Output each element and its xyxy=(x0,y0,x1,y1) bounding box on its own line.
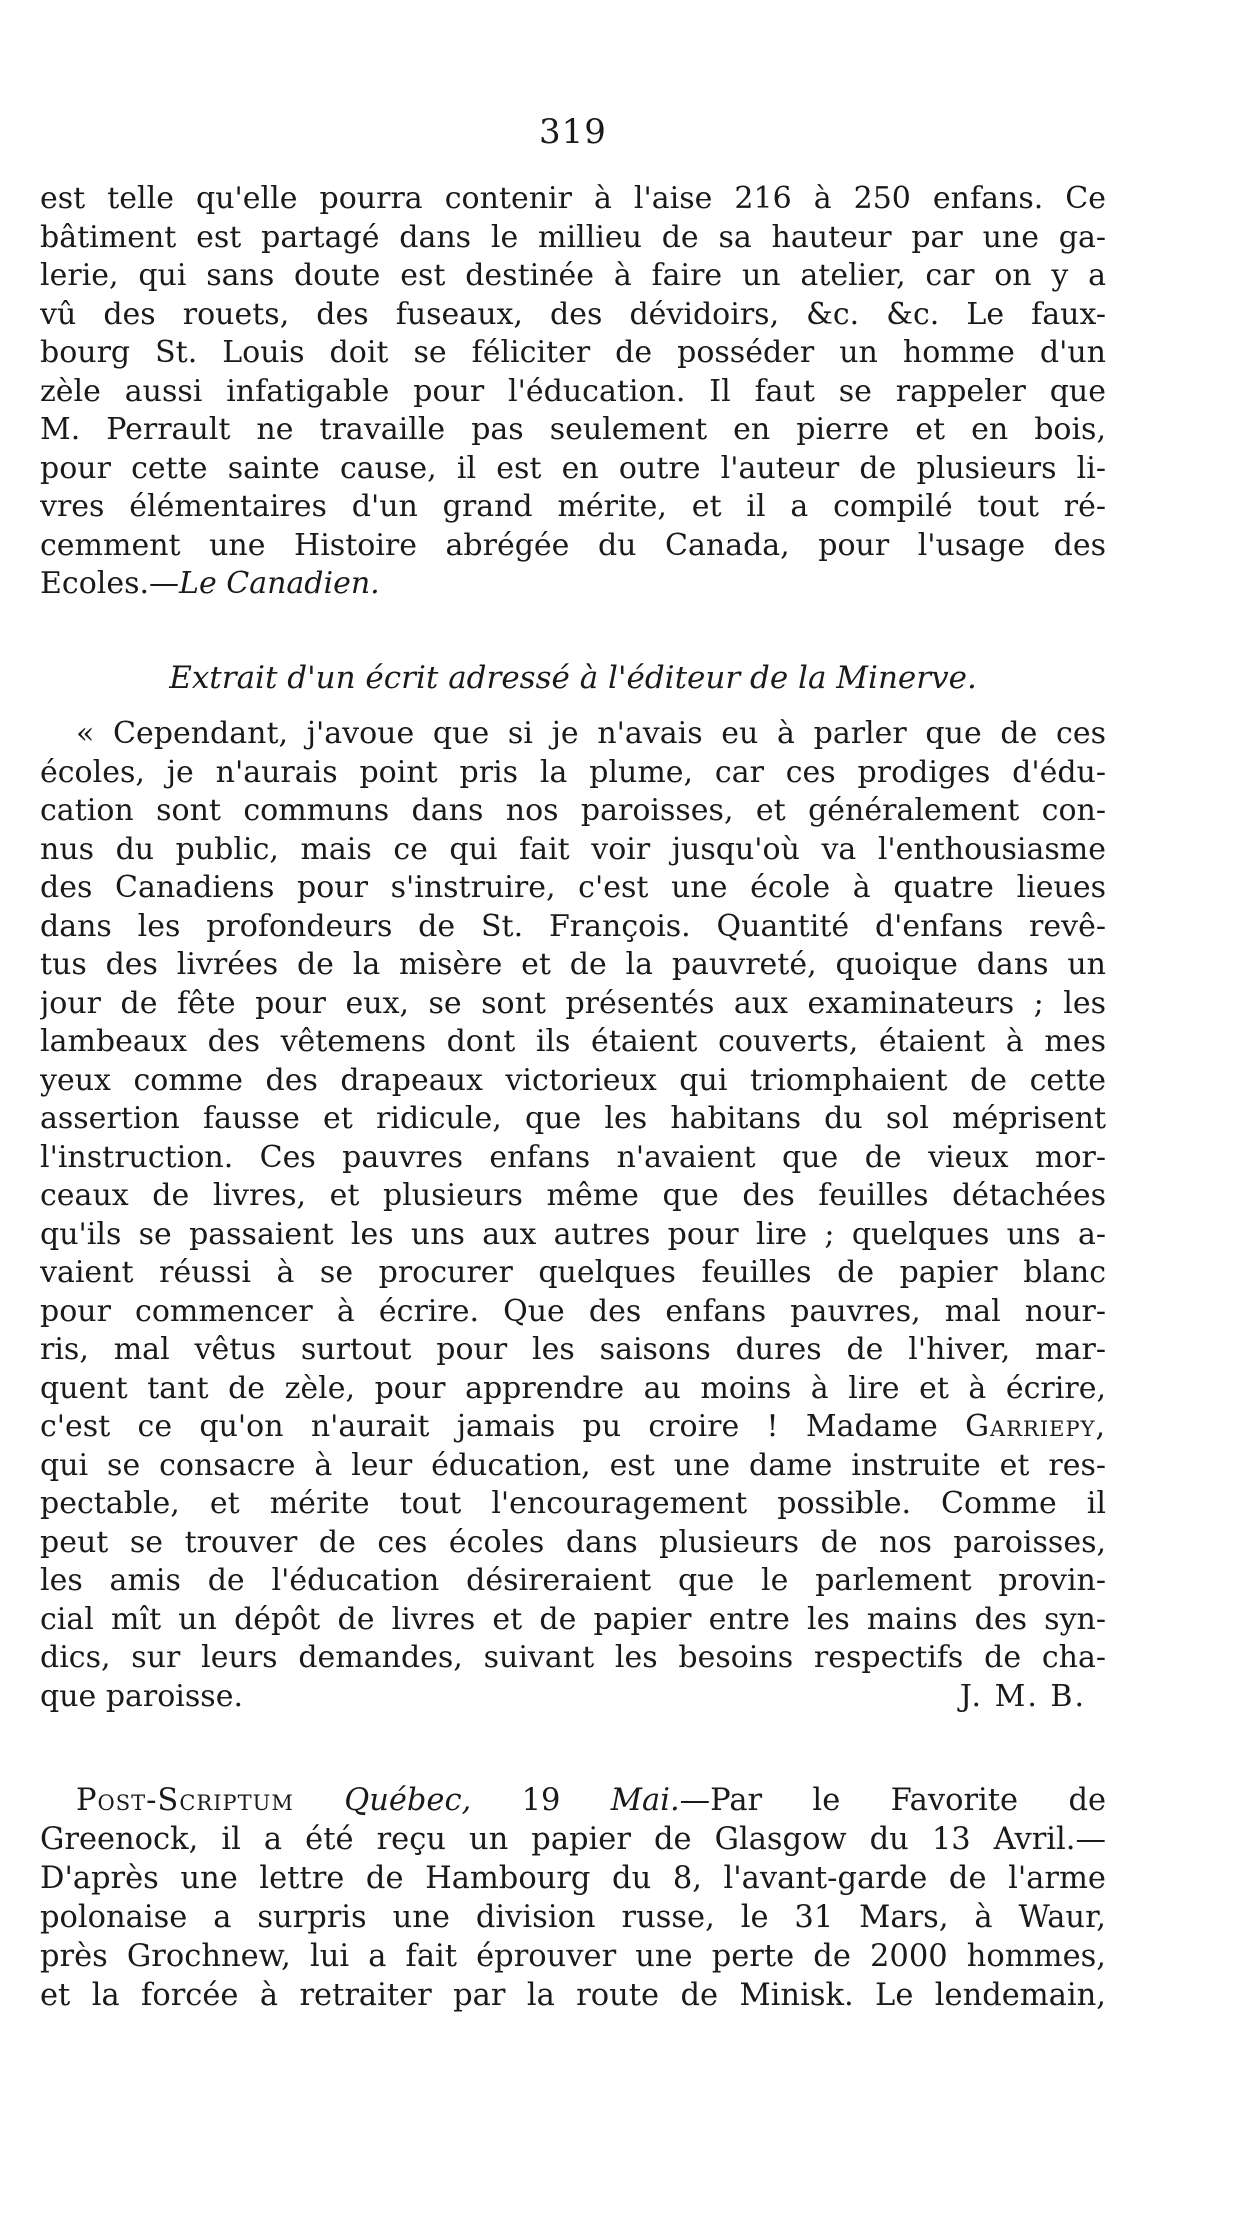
text-line: ris, mal vêtus surtout pour les saisons dures de l'hiver, mar- xyxy=(40,1332,1106,1367)
text-line xyxy=(40,1408,1106,1447)
text-line: zèle aussi infatigable pour l'éducation. Il faut se rappeler que xyxy=(40,373,1106,409)
postscript-paragraph xyxy=(40,1781,1106,2015)
text-line: bâtiment est partagé dans le millieu de sa hauteur par une ga- xyxy=(40,219,1106,255)
text-line: pour cette sainte cause, il est en outre l'auteur de plusieurs li- xyxy=(40,450,1106,486)
text-line: Greenock, il a été reçu un papier de Glasgow du 13 Avril.— xyxy=(40,1822,1106,1857)
text-line: lerie, qui sans doute est destinée à faire un atelier, car on y a xyxy=(40,258,1106,293)
text-line: cation sont communs dans nos paroisses, et généralement con- xyxy=(40,793,1106,828)
text-line xyxy=(40,565,1106,604)
text-line: pour commencer à écrire. Que des enfans pauvres, mal nour- xyxy=(40,1293,1106,1329)
text-line: des Canadiens pour s'instruire, c'est une école à quatre lieues xyxy=(40,870,1106,905)
text-line: les amis de l'éducation désireraient que le parlement provin- xyxy=(40,1563,1106,1598)
text-line: « Cependant, j'avoue que si je n'avais eu à parler que de ces xyxy=(76,716,1106,751)
text-line: jour de fête pour eux, se sont présentés aux examinateurs ; les xyxy=(40,985,1106,1021)
text-line: yeux comme des drapeaux victorieux qui triomphaient de cette xyxy=(40,1062,1106,1098)
text-line: assertion fausse et ridicule, que les habitans du sol méprisent xyxy=(40,1101,1106,1136)
text-line: dans les profondeurs de St. François. Quantité d'enfans revê- xyxy=(40,908,1106,944)
text-line: l'instruction. Ces pauvres enfans n'avaient que de vieux mor- xyxy=(40,1139,1106,1175)
text-fragment: Ecoles.— xyxy=(40,566,180,601)
text-line: pectable, et mérite tout l'encouragement possible. Comme il xyxy=(40,1486,1106,1521)
text-line: vres élémentaires d'un grand mérite, et il a compilé tout ré- xyxy=(40,489,1106,524)
text-line: D'après une lettre de Hambourg du 8, l'avant-garde de l'arme xyxy=(40,1861,1106,1896)
signature: J. M. B. xyxy=(959,1678,1086,1714)
text-line: ceaux de livres, et plusieurs même que des feuilles détachées xyxy=(40,1178,1106,1213)
text-line: est telle qu'elle pourra contenir à l'aise 216 à 250 enfans. Ce xyxy=(40,181,1106,216)
text-line: tus des livrées de la misère et de la pauvreté, quoique dans un xyxy=(40,947,1106,982)
letter-paragraph xyxy=(40,715,1106,1716)
text-line: bourg St. Louis doit se féliciter de posséder un homme d'un xyxy=(40,335,1106,370)
text-line: M. Perrault ne travaille pas seulement en pierre et en bois, xyxy=(40,412,1106,447)
text-line: polonaise a surpris une division russe, le 31 Mars, à Waur, xyxy=(40,1900,1106,1935)
text-line: près Grochnew, lui a fait éprouver une perte de 2000 hommes, xyxy=(40,1939,1106,1974)
text-line: cial mît un dépôt de livres et de papier entre les mains des syn- xyxy=(40,1601,1106,1637)
section-heading: Extrait d'un écrit adressé à l'éditeur de la Minerve. xyxy=(169,660,977,696)
text-line: peut se trouver de ces écoles dans plusieurs de nos paroisses, xyxy=(40,1524,1106,1560)
text-line: cemment une Histoire abrégée du Canada, pour l'usage des xyxy=(40,527,1106,563)
text-line: vaient réussi à se procurer quelques feuilles de papier blanc xyxy=(40,1255,1106,1290)
postscript-label: Post-Scriptum xyxy=(76,1783,294,1818)
document-page xyxy=(40,0,1106,2216)
text-line: écoles, je n'aurais point pris la plume, car ces prodiges d'édu- xyxy=(40,754,1106,790)
text-line: vû des rouets, des fuseaux, des dévidoirs, &c. &c. Le faux- xyxy=(40,296,1106,332)
source-attribution: Le Canadien. xyxy=(179,566,380,601)
text-line xyxy=(40,1781,1106,1820)
text-line: qu'ils se passaient les uns aux autres pour lire ; quelques uns a- xyxy=(40,1216,1106,1252)
place-name: Québec, xyxy=(344,1783,472,1818)
closing-line xyxy=(40,1678,1106,1717)
person-name: Garriepy, xyxy=(965,1409,1106,1444)
text-line: qui se consacre à leur éducation, est une dame instruite et res- xyxy=(40,1447,1106,1483)
text-fragment: —Par le Favorite de xyxy=(679,1783,1106,1818)
paragraph-continuation xyxy=(40,180,1106,604)
text-line: nus du public, mais ce qui fait voir jusqu'où va l'enthousiasme xyxy=(40,831,1106,867)
text-line: lambeaux des vêtemens dont ils étaient couverts, étaient à mes xyxy=(40,1024,1106,1059)
text-line: quent tant de zèle, pour apprendre au moins à lire et à écrire, xyxy=(40,1370,1106,1406)
text-fragment: que paroisse. xyxy=(40,1678,243,1714)
page-number: 319 xyxy=(539,112,607,152)
text-fragment: c'est ce qu'on n'aurait jamais pu croire ! Madame xyxy=(40,1409,938,1444)
text-line: dics, sur leurs demandes, suivant les besoins respectifs de cha- xyxy=(40,1640,1106,1675)
text-line: et la forcée à retraiter par la route de Minisk. Le lendemain, xyxy=(40,1978,1106,2013)
date-month: Mai. xyxy=(610,1783,680,1818)
date-number: 19 xyxy=(521,1783,561,1818)
